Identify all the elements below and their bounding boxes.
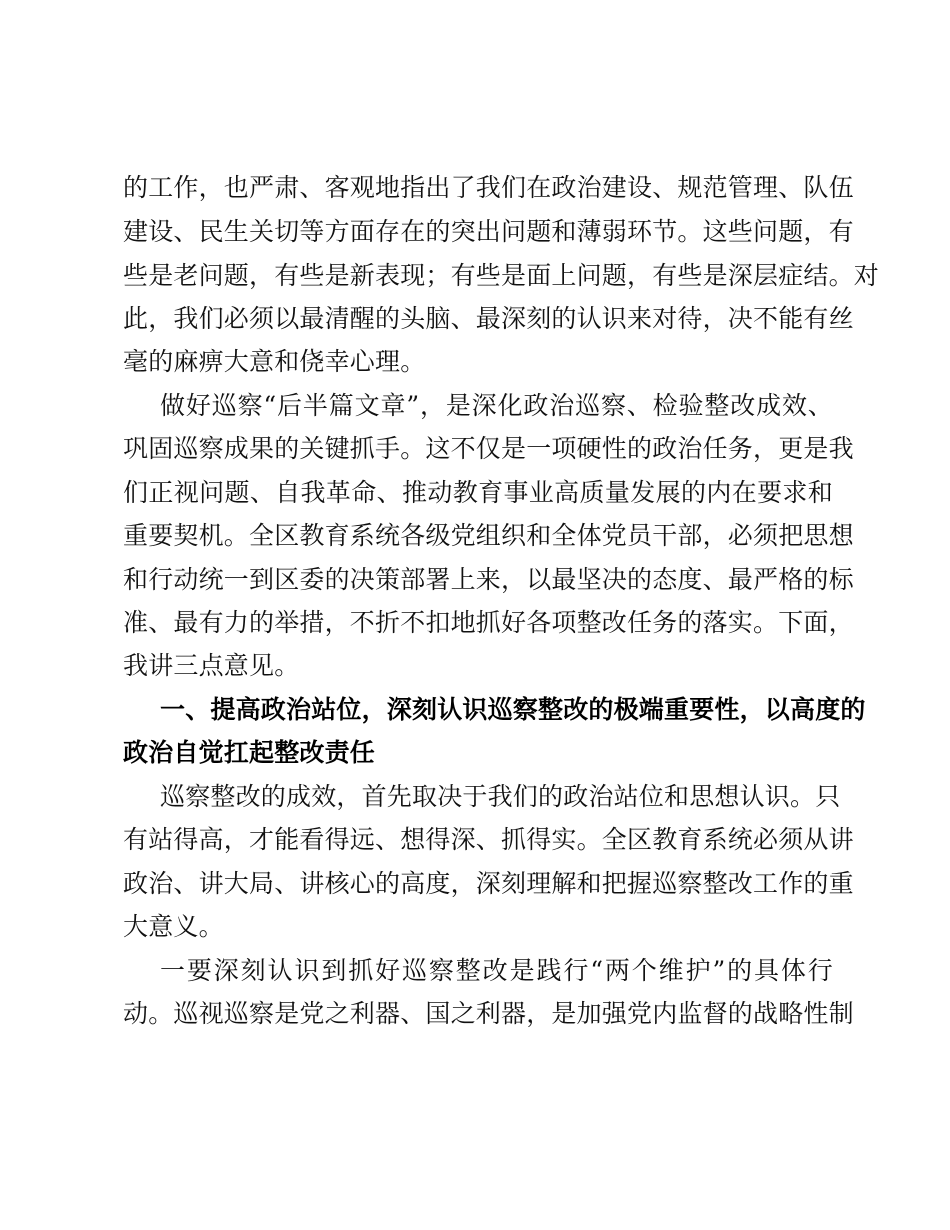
paragraph-line: 大意义。 bbox=[123, 912, 224, 941]
paragraph-line: 们正视问题、自我革命、推动教育事业高质量发展的内在要求和 bbox=[123, 478, 833, 507]
paragraph-line: 准、最有力的举措，不折不扣地抓好各项整改任务的落实。下面， bbox=[123, 608, 854, 637]
paragraph-line: 动。巡视巡察是党之利器、国之利器，是加强党内监督的战略性制 bbox=[123, 999, 854, 1028]
paragraph-first-line: 巡察整改的成效，首先取决于我们的政治站位和思想认识。只 bbox=[160, 782, 841, 811]
paragraph-line: 的工作，也严肃、客观地指出了我们在政治建设、规范管理、队伍 bbox=[123, 173, 854, 202]
paragraph-line: 重要契机。全区教育系统各级党组织和全体党员干部，必须把思想 bbox=[123, 521, 854, 550]
paragraph-line: 我讲三点意见。 bbox=[123, 651, 300, 680]
paragraph-line: 有站得高，才能看得远、想得深、抓得实。全区教育系统必须从讲 bbox=[123, 825, 854, 854]
paragraph-line: 和行动统一到区委的决策部署上来，以最坚决的态度、最严格的标 bbox=[123, 565, 854, 594]
paragraph-line: 些是老问题，有些是新表现；有些是面上问题，有些是深层症结。对 bbox=[123, 261, 880, 290]
paragraph-line: 毫的麻痹大意和侥幸心理。 bbox=[123, 347, 426, 376]
paragraph-line: 建设、民生关切等方面存在的突出问题和薄弱环节。这些问题，有 bbox=[123, 217, 854, 246]
section-heading: 一、提高政治站位，深刻认识巡察整改的极端重要性，以高度的 bbox=[160, 695, 866, 724]
paragraph-line: 政治、讲大局、讲核心的高度，深刻理解和把握巡察整改工作的重 bbox=[123, 869, 854, 898]
section-heading-continued: 政治自觉扛起整改责任 bbox=[123, 738, 376, 767]
paragraph-first-line: 一要深刻认识到抓好巡察整改是践行“两个维护”的具体行 bbox=[160, 956, 833, 985]
paragraph-line: 巩固巡察成果的关键抓手。这不仅是一项硬性的政治任务，更是我 bbox=[123, 434, 854, 463]
paragraph-line: 此，我们必须以最清醒的头脑、最深刻的认识来对待，决不能有丝 bbox=[123, 304, 854, 333]
paragraph-first-line: 做好巡察“后半篇文章”，是深化政治巡察、检验整改成效、 bbox=[160, 391, 833, 420]
